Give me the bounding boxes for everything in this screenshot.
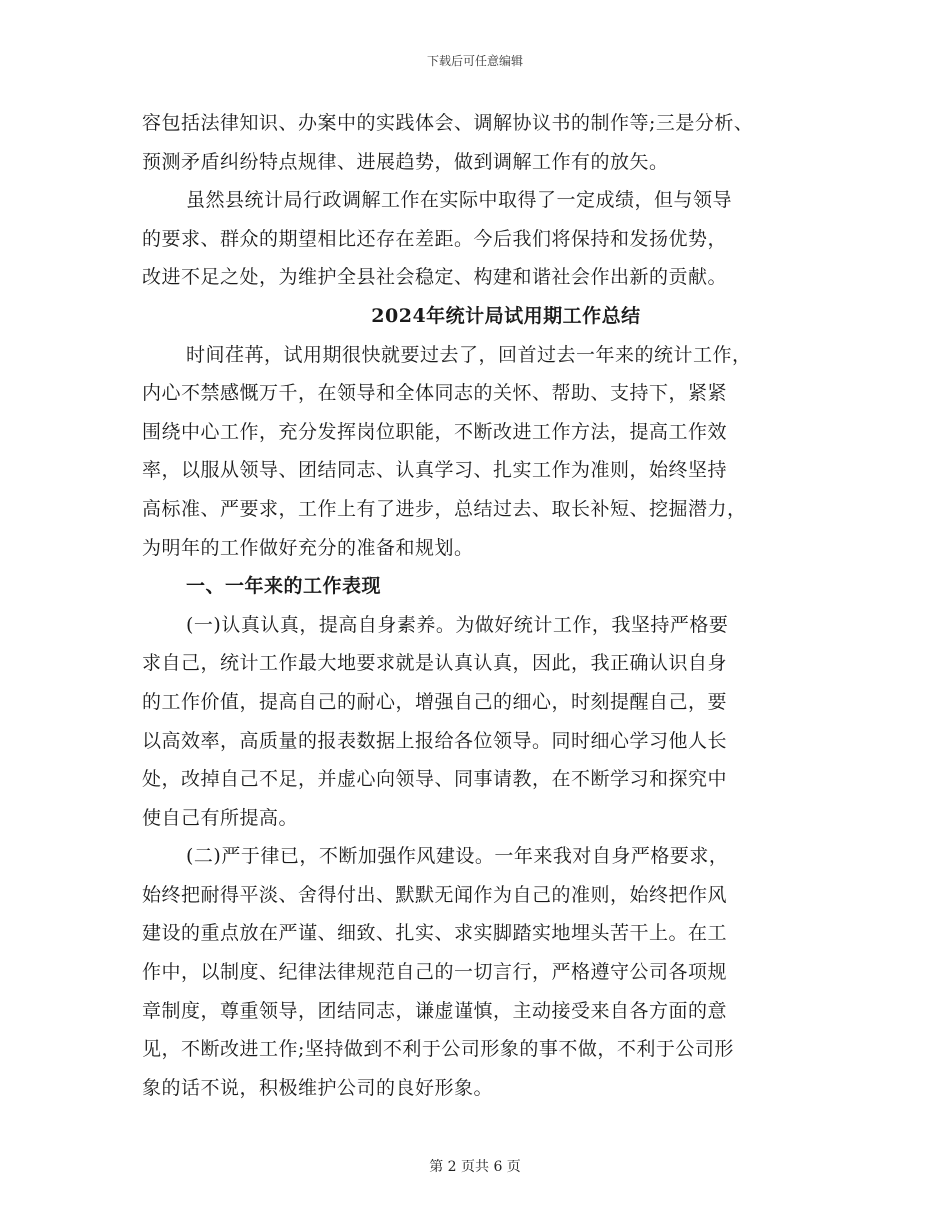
text-line: 的工作价值，提高自己的耐心，增强自己的细心，时刻提醒自己，要 <box>142 690 728 713</box>
text-line: 虽然县统计局行政调解工作在实际中取得了一定成绩，但与领导 <box>186 189 733 212</box>
paragraph-5 <box>142 837 832 1107</box>
paragraph-1 <box>142 104 832 181</box>
text-line: 内心不禁感慨万千，在领导和全体同志的关怀、帮助、支持下，紧紧 <box>142 382 728 405</box>
text-line: 始终把耐得平淡、舍得付出、默默无闻作为自己的准则，始终把作风 <box>142 883 728 906</box>
text-line: (一)认真认真，提高自身素养。为做好统计工作，我坚持严格要 <box>186 613 729 636</box>
paragraph-2 <box>142 181 832 297</box>
paragraph-3 <box>142 336 832 568</box>
text-line: 见，不断改进工作;坚持做到不利于公司形象的事不做，不利于公司形 <box>142 1038 734 1061</box>
section-title: 2024年统计局试用期工作总结 <box>371 304 641 327</box>
text-line: 章制度，尊重领导，团结同志，谦虚谨慎，主动接受来自各方面的意 <box>142 999 728 1022</box>
page-header: 下载后可任意编辑 <box>426 54 523 68</box>
text-line: 处，改掉自己不足，并虚心向领导、同事请教，在不断学习和探究中 <box>142 768 728 791</box>
page-footer: 第 2 页共 6 页 <box>429 1159 521 1175</box>
text-line: 为明年的工作做好充分的准备和规划。 <box>142 536 474 559</box>
text-line: (二)严于律已，不断加强作风建设。一年来我对自身严格要求， <box>186 845 729 868</box>
text-line: 时间荏苒，试用期很快就要过去了，回首过去一年来的统计工作， <box>186 343 752 366</box>
text-line: 改进不足之处，为维护全县社会稳定、构建和谐社会作出新的贡献。 <box>142 266 728 289</box>
paragraph-4 <box>142 606 832 838</box>
text-line: 预测矛盾纠纷特点规律、进展趋势，做到调解工作有的放矢。 <box>142 150 669 173</box>
document-body <box>142 104 832 1107</box>
text-line: 象的话不说，积极维护公司的良好形象。 <box>142 1076 494 1099</box>
text-line: 围绕中心工作，充分发挥岗位职能，不断改进工作方法，提高工作效 <box>142 420 728 443</box>
text-line: 率，以服从领导、团结同志、认真学习、扎实工作为准则，始终坚持 <box>142 459 728 482</box>
text-line: 使自己有所提高。 <box>142 806 299 829</box>
text-line: 求自己，统计工作最大地要求就是认真认真，因此，我正确认识自身 <box>142 652 728 675</box>
text-line: 高标准、严要求，工作上有了进步，总结过去、取长补短、挖掘潜力， <box>142 497 747 520</box>
subsection-heading: 一、一年来的工作表现 <box>186 575 382 598</box>
text-line: 以高效率，高质量的报表数据上报给各位领导。同时细心学习他人长 <box>142 729 728 752</box>
text-line: 的要求、群众的期望相比还存在差距。今后我们将保持和发扬优势， <box>142 227 728 250</box>
text-line: 建设的重点放在严谨、细致、扎实、求实脚踏实地埋头苦干上。在工 <box>142 922 728 945</box>
text-line: 容包括法律知识、办案中的实践体会、调解协议书的制作等;三是分析、 <box>142 112 754 134</box>
text-line: 作中，以制度、纪律法律规范自己的一切言行，严格遵守公司各项规 <box>142 961 728 984</box>
